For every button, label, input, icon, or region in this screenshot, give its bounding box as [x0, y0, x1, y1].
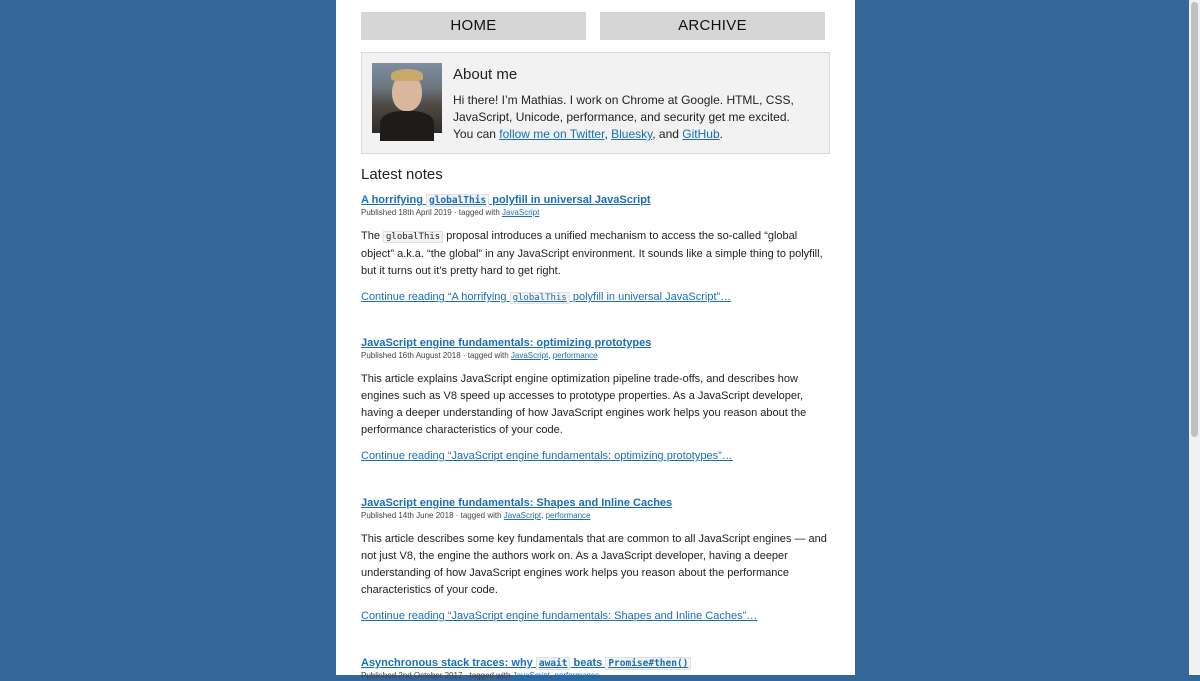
tag-link[interactable]: performance — [554, 671, 600, 680]
post-title-link[interactable]: A horrifying globalThis polyfill in universal JavaScript — [361, 194, 651, 206]
scrollbar-thumb[interactable] — [1191, 2, 1198, 437]
tag-link[interactable]: performance — [552, 351, 598, 360]
post-summary: This article explains JavaScript engine optimization pipeline trade-offs, and describes how engines such as V8 speed up accesses to prototype properties. As a JavaScript developer, having a deeper understanding of how JavaScript engines work helps you reason about the performance characteristics of your code. — [361, 373, 807, 436]
post-meta: Published 18th April 2019 · tagged with JavaScript — [361, 208, 540, 217]
about-box — [361, 52, 830, 154]
post-title-link[interactable]: JavaScript engine fundamentals: optimizing prototypes — [361, 337, 652, 349]
about-heading: About me — [453, 66, 518, 83]
post-meta: Published 14th June 2018 · tagged with JavaScript, performance — [361, 511, 591, 520]
continue-reading-link[interactable]: Continue reading “JavaScript engine fundamentals: Shapes and Inline Caches”… — [361, 610, 758, 622]
page-content — [336, 0, 855, 680]
page-scrollbar[interactable] — [1189, 0, 1200, 675]
post-item — [361, 194, 830, 305]
about-text: Hi there! I’m Mathias. I work on Chrome at Google. HTML, CSS, JavaScript, Unicode, performance, and security get me excited. You can follow me on Twitter, Bluesky, and GitHub. — [453, 93, 794, 141]
latest-notes-heading: Latest notes — [361, 166, 443, 183]
tag-link[interactable]: performance — [545, 511, 591, 520]
nav-home-link[interactable]: HOME — [361, 12, 586, 40]
avatar — [372, 63, 442, 133]
tag-link[interactable]: JavaScript — [510, 351, 549, 360]
tag-link[interactable]: JavaScript — [503, 511, 542, 520]
post-summary: This article describes some key fundamentals that are common to all JavaScript engines — and not just V8, the engine the authors work on. As a JavaScript developer, having a deeper understanding of how JavaScript engines work helps you reason about the performance characteristics of your code. — [361, 533, 827, 596]
nav-archive-link[interactable]: ARCHIVE — [600, 12, 825, 40]
continue-reading-link[interactable]: Continue reading “JavaScript engine fundamentals: optimizing prototypes”… — [361, 450, 733, 462]
post-item — [361, 337, 830, 463]
post-title-link[interactable]: JavaScript engine fundamentals: Shapes and Inline Caches — [361, 497, 673, 509]
continue-reading-link[interactable]: Continue reading “A horrifying globalThis polyfill in universal JavaScript”… — [361, 291, 732, 303]
github-link[interactable]: GitHub — [682, 127, 720, 141]
post-item — [361, 657, 830, 681]
top-nav — [361, 12, 830, 40]
tag-link[interactable]: JavaScript — [512, 671, 551, 680]
bluesky-link[interactable]: Bluesky — [611, 127, 653, 141]
post-meta: Published 2nd October 2017 · tagged with JavaScript, performance — [361, 671, 600, 680]
post-item — [361, 497, 830, 623]
follow-twitter-link[interactable]: follow me on Twitter — [499, 127, 605, 141]
post-meta: Published 16th August 2018 · tagged with JavaScript, performance — [361, 351, 598, 360]
post-summary: The globalThis proposal introduces a unified mechanism to access the so-called “global object” a.k.a. “the global” in any JavaScript environment. It sounds like a simple thing to polyfill, but it turns out it’s pretty hard to get right. — [361, 230, 823, 277]
tag-link[interactable]: JavaScript — [501, 208, 540, 217]
post-title-link[interactable]: Asynchronous stack traces: why await beats Promise#then() — [361, 657, 830, 670]
